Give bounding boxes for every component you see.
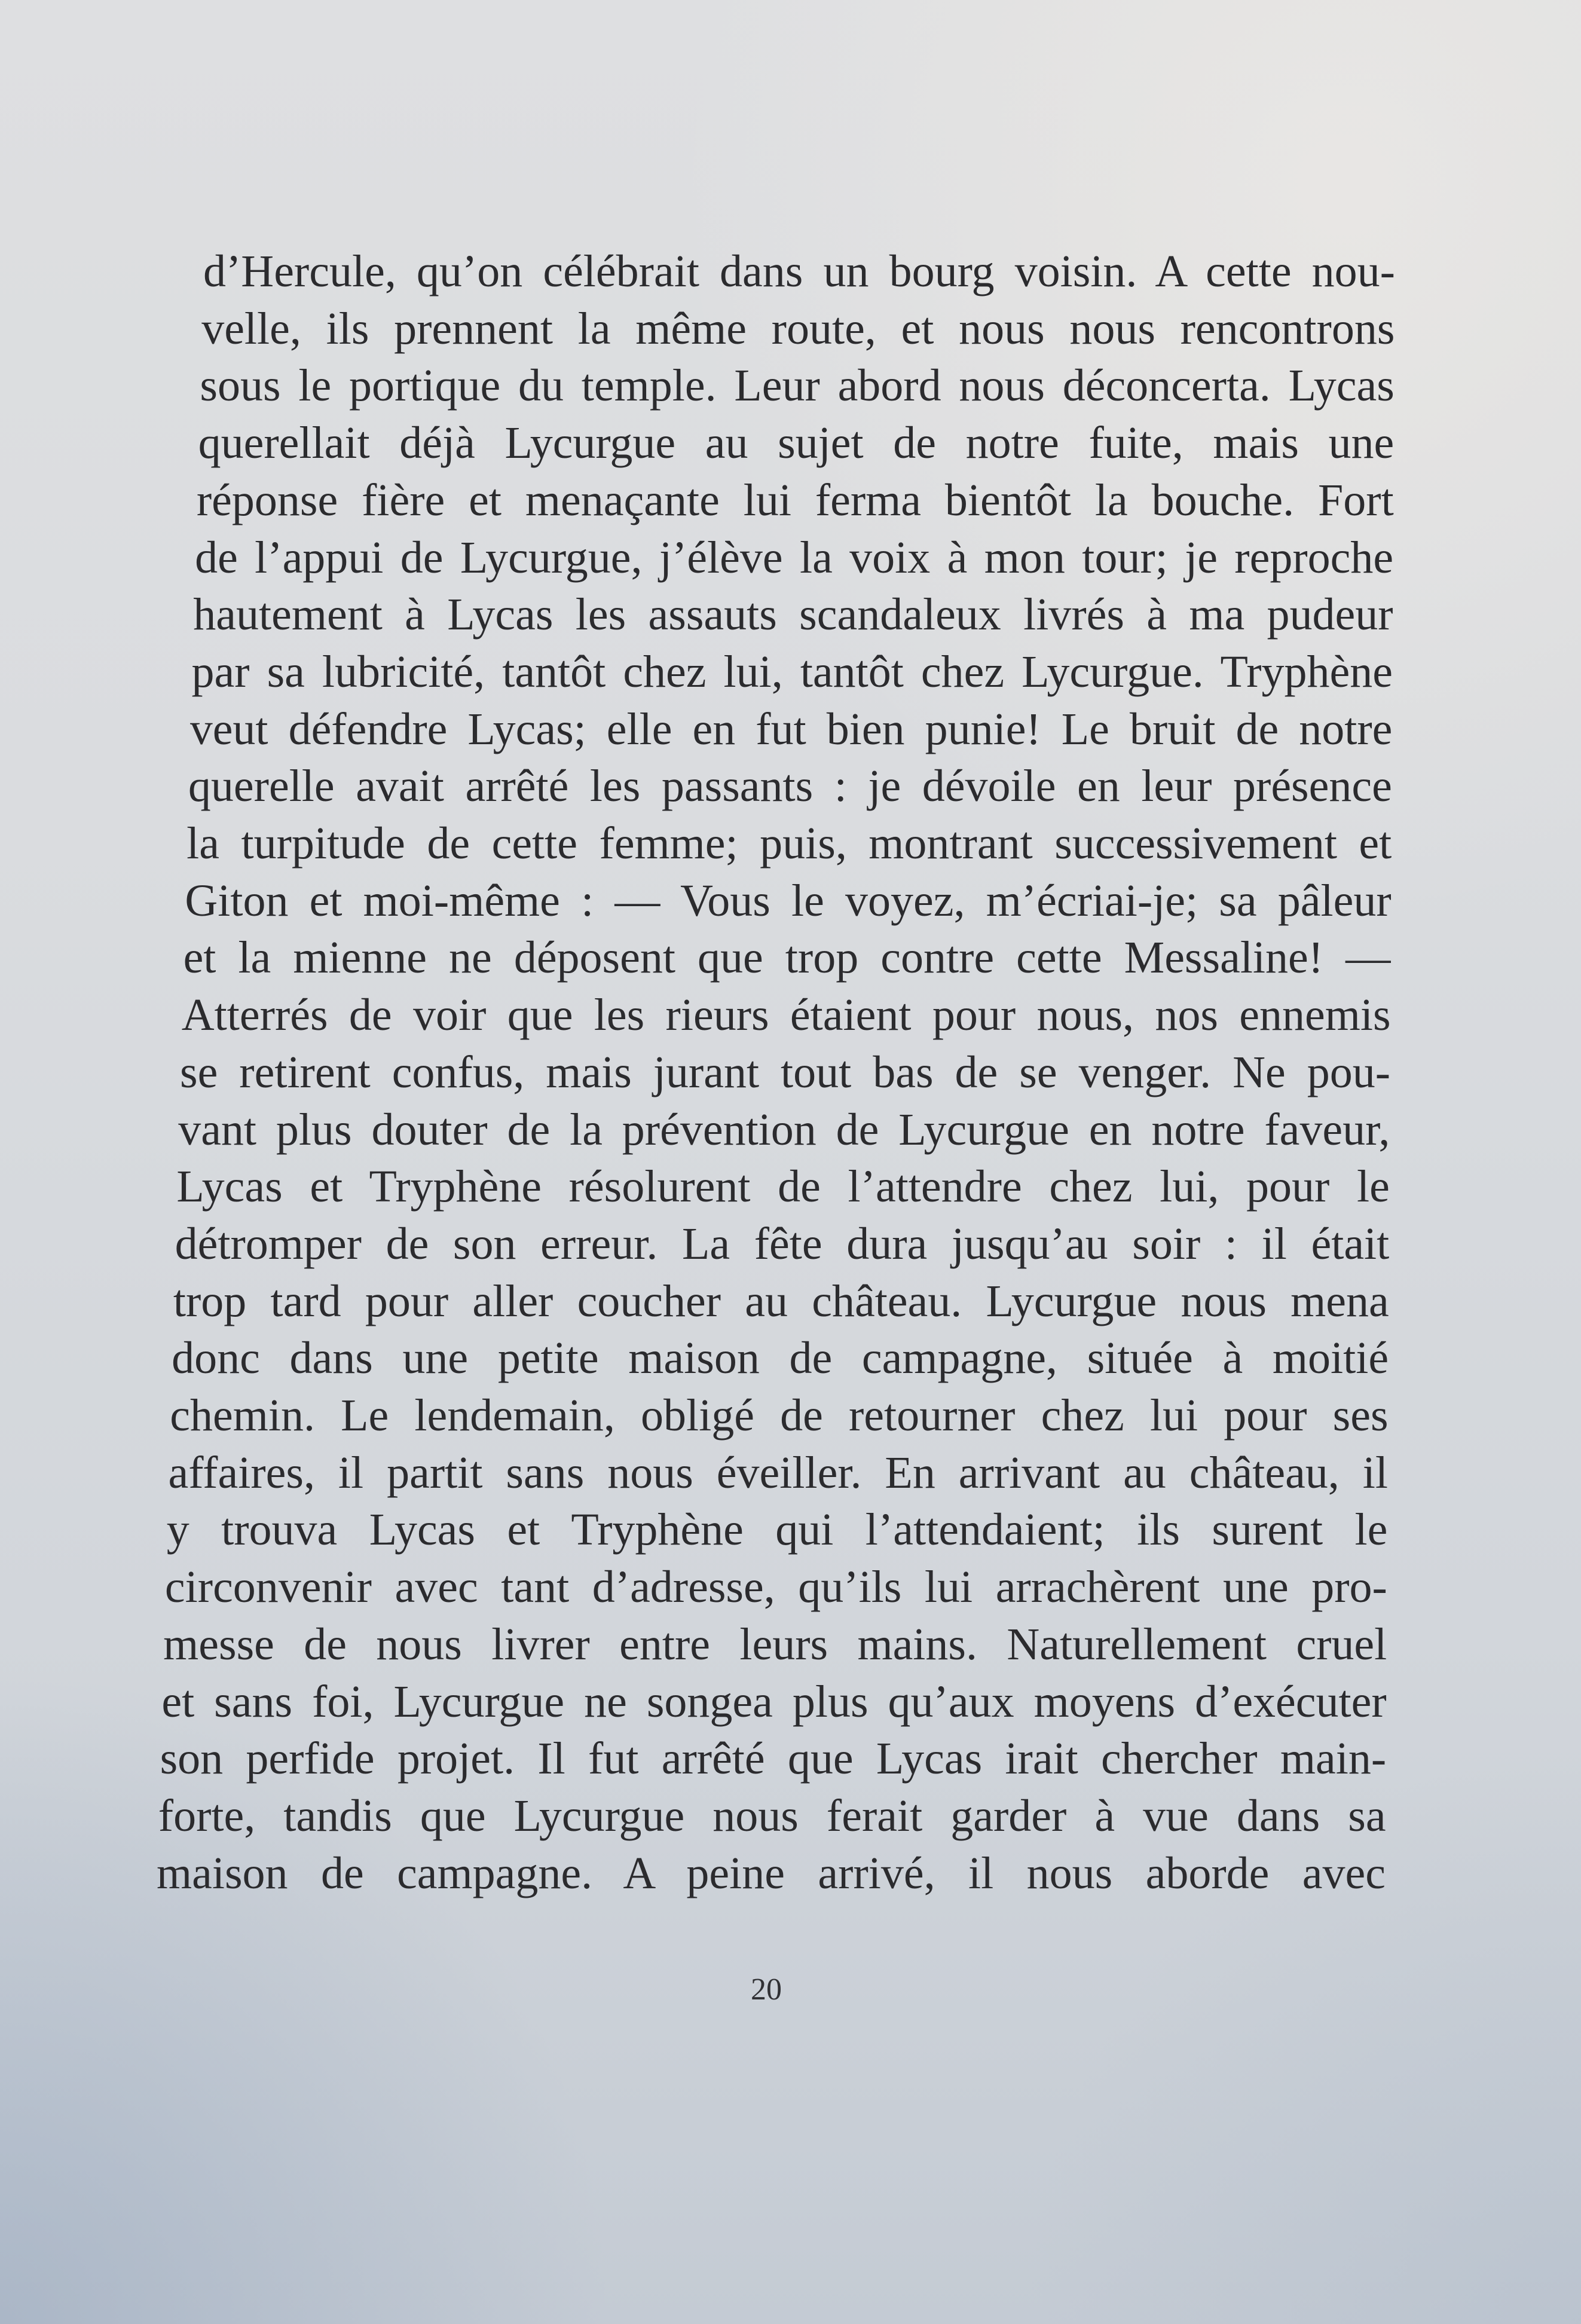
text-line: sous le portique du temple. Leur abord nous déconcerta. Lycas: [200, 360, 1395, 411]
text-line: querellait déjà Lycurgue au sujet de notre fuite, mais une: [198, 418, 1395, 469]
text-line: chemin. Le lendemain, obligé de retourner chez lui pour ses: [170, 1390, 1389, 1441]
text-line: affaires, il partit sans nous éveiller. En arrivant au château, il: [168, 1447, 1388, 1498]
text-line: messe de nous livrer entre leurs mains. Naturellement cruel: [163, 1619, 1387, 1669]
text-line: d’Hercule, qu’on célébrait dans un bourg voisin. A cette nou-: [203, 246, 1395, 296]
text-line: forte, tandis que Lycurgue nous ferait garder à vue dans sa: [158, 1790, 1386, 1841]
text-line: réponse fière et menaçante lui ferma bientôt la bouche. Fort: [196, 475, 1394, 525]
text-line: de l’appui de Lycurgue, j’élève la voix à mon tour; je reproche: [195, 532, 1394, 583]
text-line: Lycas et Tryphène résolurent de l’attendre chez lui, pour le: [176, 1161, 1390, 1212]
text-line: trop tard pour aller coucher au château. Lycurgue nous mena: [173, 1276, 1389, 1326]
text-line: circonvenir avec tant d’adresse, qu’ils lui arrachèrent une pro-: [164, 1562, 1387, 1613]
text-line: vant plus douter de la prévention de Lycurgue en notre faveur,: [178, 1104, 1390, 1155]
text-line: par sa lubricité, tantôt chez lui, tantôt chez Lycurgue. Tryphène: [191, 646, 1393, 697]
text-line: la turpitude de cette femme; puis, montrant successivement et: [186, 818, 1392, 869]
text-line: y trouva Lycas et Tryphène qui l’attendaient; ils surent le: [166, 1505, 1388, 1555]
page-number: 20: [751, 1973, 782, 2007]
text-line: son perfide projet. Il fut arrêté que Lycas irait chercher main-: [160, 1733, 1387, 1784]
text-line: veut défendre Lycas; elle en fut bien punie! Le bruit de notre: [189, 704, 1393, 754]
text-line: Giton et moi-même : — Vous le voyez, m’écriai-je; sa pâleur: [185, 875, 1392, 926]
text-line: donc dans une petite maison de campagne, située à moitié: [172, 1333, 1389, 1384]
text-line: querelle avait arrêté les passants : je dévoile en leur présence: [188, 761, 1392, 812]
text-line: maison de campagne. A peine arrivé, il nous aborde avec: [157, 1848, 1386, 1898]
text-line: et sans foi, Lycurgue ne songea plus qu’aux moyens d’exécuter: [161, 1676, 1387, 1727]
text-line: se retirent confus, mais jurant tout bas de se venger. Ne pou-: [180, 1047, 1390, 1097]
text-line: hautement à Lycas les assauts scandaleux livrés à ma pudeur: [193, 589, 1393, 640]
text-line: velle, ils prennent la même route, et nous nous rencontrons: [201, 303, 1395, 354]
text-line: et la mienne ne déposent que trop contre cette Messaline! —: [183, 932, 1392, 983]
text-line: Atterrés de voir que les rieurs étaient pour nous, nos ennemis: [181, 990, 1391, 1041]
text-line: détromper de son erreur. La fête dura jusqu’au soir : il était: [175, 1218, 1390, 1269]
